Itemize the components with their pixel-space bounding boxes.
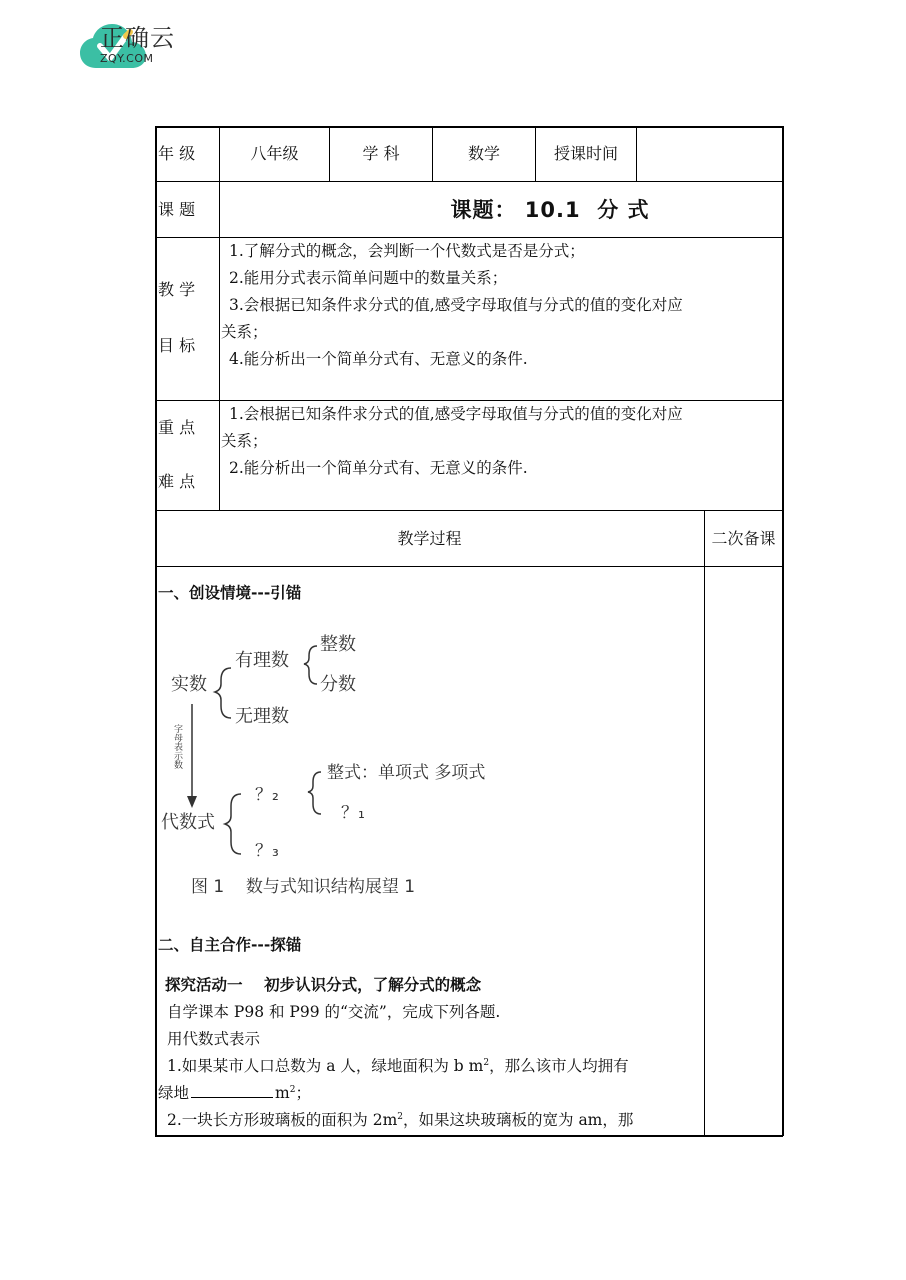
- lesson-plan-table: [155, 126, 783, 1136]
- question-1-cont: 绿地 $m^2$；: [158, 1084, 311, 1102]
- objective-line: 1.了解分式的概念，会判断一个代数式是否是分式；: [229, 242, 585, 260]
- subject-value: 数学: [467, 143, 500, 163]
- knowledge-structure-figure: [155, 596, 535, 906]
- question-1-end: ；: [295, 1084, 311, 1102]
- diagram-fenshu: 分数: [320, 674, 356, 695]
- second-prep-header: 二次备课: [711, 528, 776, 548]
- key-points-label-1: 重 点: [158, 418, 196, 437]
- topic-label: 课 题: [158, 199, 196, 219]
- question-1-lead: 绿地: [158, 1084, 190, 1102]
- key-point-line: 关系；: [221, 432, 268, 450]
- objective-line: 4.能分析出一个简单分式有、无意义的条件.: [229, 350, 528, 368]
- objectives-label-2: 目 标: [158, 336, 196, 355]
- teaching-time-value[interactable]: [637, 126, 782, 181]
- lesson-title: 课题： 10.1 分 式: [450, 197, 650, 222]
- diagram-wulishu: 无理数: [235, 706, 289, 727]
- teaching-time-label: 授课时间: [553, 143, 618, 163]
- objectives-label-1: 教 学: [158, 280, 196, 299]
- key-point-line: 2.能分析出一个简单分式有、无意义的条件.: [229, 459, 528, 477]
- diagram-q3: ？₃: [255, 841, 279, 861]
- diagram-daishushi: 代数式: [161, 812, 215, 833]
- objective-line: 关系；: [221, 323, 268, 341]
- question-2-text-end: ，如果这块玻璃板的宽为 am，那: [403, 1111, 634, 1129]
- diagram-shishu: 实数: [171, 674, 207, 695]
- diagram-arrow-label: 字母表示数: [172, 724, 182, 769]
- question-2-text: 2.一块长方形玻璃板的面积为 2m: [167, 1111, 398, 1129]
- section-1-heading: 一、创设情境---引锚: [158, 584, 302, 602]
- diagram-q1: ？₁: [341, 803, 365, 823]
- diagram-zhengshi: 整式：单项式 多项式: [327, 763, 486, 783]
- subject-label: 学 科: [362, 143, 400, 163]
- section-2-heading: 二、自主合作---探锚: [158, 936, 302, 954]
- logo-name-cn: 正确云: [100, 24, 175, 52]
- grade-label: 年 级: [158, 143, 196, 163]
- question-1-text-end: ，那么该市人均拥有: [489, 1057, 629, 1075]
- question-2-sup: 2: [397, 1111, 404, 1122]
- diagram-q2: ？₂: [255, 785, 279, 805]
- objective-line: 2.能用分式表示简单问题中的数量关系；: [229, 269, 508, 287]
- key-points-label-2: 难 点: [158, 472, 196, 491]
- question-1-unit: m: [275, 1084, 290, 1102]
- objective-line: 3.会根据已知条件求分式的值,感受字母取值与分式的值的变化对应: [229, 296, 683, 314]
- question-1: [167, 1053, 629, 1080]
- key-point-line: 1.会根据已知条件求分式的值,感受字母取值与分式的值的变化对应: [229, 405, 683, 423]
- logo-name-en: ZQY.COM: [100, 52, 154, 65]
- question-1-text: 1.如果某市人口总数为 a 人，绿地面积为 b m: [167, 1057, 484, 1075]
- figure-caption: 图 1 数与式知识结构展望 1: [191, 877, 416, 897]
- diagram-youlishu: 有理数: [235, 650, 289, 671]
- logo-text: [100, 24, 175, 66]
- diagram-zhengshu: 整数: [320, 634, 356, 655]
- activity-title: 探究活动一 初步认识分式，了解分式的概念: [165, 976, 482, 994]
- question-1-sup: 2: [483, 1057, 490, 1068]
- process-header: 教学过程: [397, 528, 462, 548]
- answer-blank[interactable]: [191, 1083, 273, 1098]
- question-2: [167, 1107, 633, 1134]
- grade-value: 八年级: [250, 143, 299, 163]
- instruction-line: 自学课本 P98 和 P99 的“交流”，完成下列各题.: [167, 1003, 501, 1021]
- instruction-line: 用代数式表示: [167, 1030, 261, 1048]
